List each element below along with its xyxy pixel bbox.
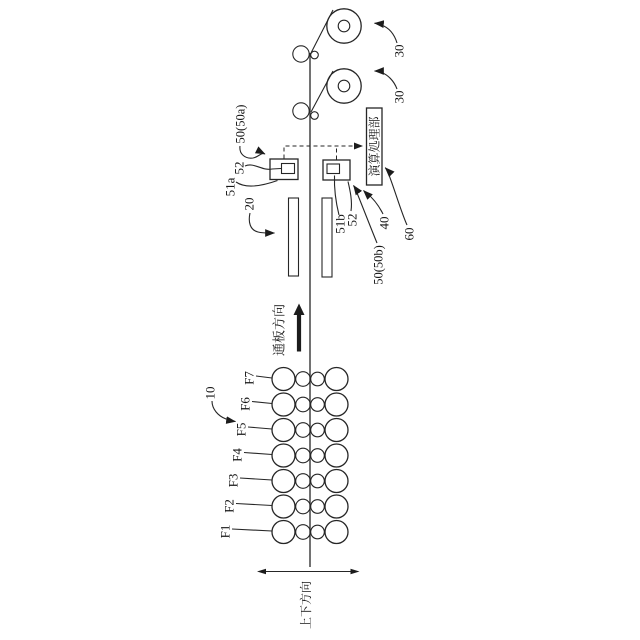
shield-right-rect xyxy=(322,198,332,277)
signal-line-a xyxy=(284,146,363,159)
backup-roll-left xyxy=(272,368,295,391)
processor-box-label: 演算処理部 xyxy=(367,116,382,177)
mill-stand-f5 xyxy=(234,419,348,442)
updown-arrow-left-head xyxy=(257,569,266,575)
mill-stand-f2 xyxy=(222,495,348,518)
work-roll-left xyxy=(296,525,311,540)
deflector-roll-top xyxy=(293,46,309,62)
label-20: 20 xyxy=(241,197,257,211)
mill-stand-f6 xyxy=(238,393,348,416)
work-roll-left xyxy=(296,474,311,489)
stand-label: F4 xyxy=(229,448,245,462)
stand-label-leader xyxy=(232,529,272,531)
stand-label-leader xyxy=(240,478,272,480)
backup-roll-right xyxy=(325,444,348,467)
work-roll-left xyxy=(296,423,311,438)
stand-label: F1 xyxy=(217,524,233,539)
backup-roll-left xyxy=(272,470,295,493)
coiler-bottom-core xyxy=(338,80,350,92)
leader-20 xyxy=(249,213,274,233)
stand-label-leader xyxy=(248,427,272,429)
mill-stand-f1 xyxy=(218,521,348,544)
shield-left-rect xyxy=(289,198,299,276)
leader-40 xyxy=(364,191,384,215)
label-52-left: 52 xyxy=(231,161,247,175)
label-30-top: 30 xyxy=(391,44,407,58)
stand-label-leader xyxy=(252,402,272,404)
label-50b: 50(50b) xyxy=(371,245,386,285)
stand-label-leader xyxy=(244,453,272,455)
leader-30-bottom xyxy=(375,71,398,89)
backup-roll-right xyxy=(325,368,348,391)
work-roll-right xyxy=(311,474,325,488)
work-roll-right xyxy=(311,423,325,437)
sensor-b-window xyxy=(327,164,340,174)
mill-stand-f3 xyxy=(226,470,348,493)
leader-60 xyxy=(385,168,407,225)
label-40: 40 xyxy=(376,216,392,230)
pinch-roll-top xyxy=(311,51,319,59)
backup-roll-left xyxy=(272,521,295,544)
work-roll-right xyxy=(311,525,325,539)
pass-direction-label: 通板方向 xyxy=(272,303,288,357)
backup-roll-right xyxy=(325,470,348,493)
work-roll-left xyxy=(296,397,311,412)
work-roll-right xyxy=(311,398,325,412)
backup-roll-right xyxy=(325,393,348,416)
coiler-top-core xyxy=(338,20,350,32)
pinch-roll-bottom xyxy=(311,112,319,120)
updown-direction-label: 上下方向 xyxy=(299,580,314,630)
stand-label-leader xyxy=(256,376,272,378)
backup-roll-left xyxy=(272,419,295,442)
sensor-a-window xyxy=(282,164,295,174)
backup-roll-left xyxy=(272,444,295,467)
coiler-top-drum xyxy=(327,9,361,43)
leader-52-left xyxy=(245,165,281,169)
label-50a: 50(50a) xyxy=(233,104,248,144)
leader-10 xyxy=(212,401,236,422)
stand-label: F7 xyxy=(241,371,257,385)
label-10: 10 xyxy=(202,386,218,400)
label-60: 60 xyxy=(401,227,417,241)
leader-51a xyxy=(236,181,278,187)
deflector-roll-bottom xyxy=(293,103,309,119)
leader-52-right xyxy=(348,182,351,212)
mill-stand-f4 xyxy=(230,444,348,467)
mill-stand-f7 xyxy=(242,368,348,391)
backup-roll-left xyxy=(272,495,295,518)
leader-30-top xyxy=(375,23,398,43)
updown-arrow-right-head xyxy=(351,569,360,575)
stand-label: F5 xyxy=(233,422,249,437)
backup-roll-right xyxy=(325,495,348,518)
label-52-right: 52 xyxy=(344,213,360,227)
backup-roll-left xyxy=(272,393,295,416)
coiler-bottom-drum xyxy=(327,69,361,103)
label-30-bottom: 30 xyxy=(391,90,407,104)
stand-label-leader xyxy=(236,504,272,506)
stand-label: F6 xyxy=(237,397,253,411)
label-51a: 51a xyxy=(222,177,238,197)
work-roll-right xyxy=(311,449,325,463)
leader-50a xyxy=(240,146,265,158)
pass-direction-arrow-head xyxy=(294,304,305,316)
label-51b: 51b xyxy=(332,214,348,234)
stand-label: F2 xyxy=(221,499,237,513)
leader-51b xyxy=(334,176,339,216)
work-roll-right xyxy=(311,500,325,514)
backup-roll-right xyxy=(325,419,348,442)
work-roll-right xyxy=(311,372,325,386)
backup-roll-right xyxy=(325,521,348,544)
work-roll-left xyxy=(296,448,311,463)
work-roll-left xyxy=(296,372,311,387)
stand-label: F3 xyxy=(225,473,241,488)
work-roll-left xyxy=(296,499,311,514)
